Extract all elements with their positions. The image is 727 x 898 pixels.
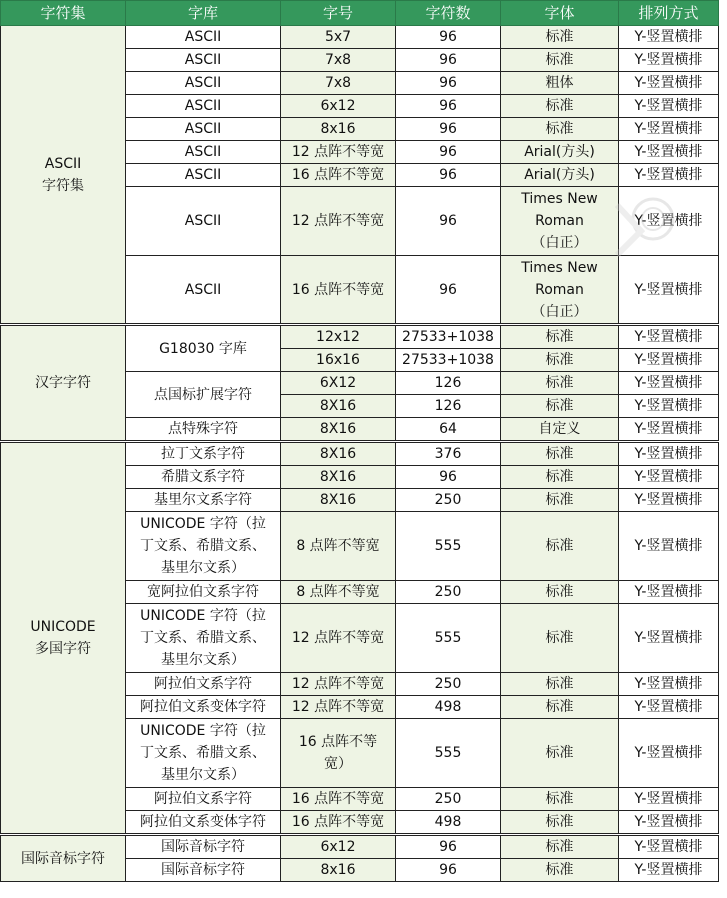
count-cell: 250 xyxy=(396,581,501,604)
layout-cell: Y-竖置横排 xyxy=(619,187,719,256)
header-size: 字号 xyxy=(281,1,396,26)
layout-cell: Y-竖置横排 xyxy=(619,811,719,835)
size-cell: 8X16 xyxy=(281,466,396,489)
header-font: 字体 xyxy=(501,1,619,26)
layout-cell: Y-竖置横排 xyxy=(619,372,719,395)
font-cell: 标准 xyxy=(501,696,619,719)
layout-cell: Y-竖置横排 xyxy=(619,719,719,788)
count-cell: 96 xyxy=(396,95,501,118)
layout-cell: Y-竖置横排 xyxy=(619,859,719,882)
size-cell: 8x16 xyxy=(281,859,396,882)
size-cell: 16x16 xyxy=(281,349,396,372)
count-cell: 250 xyxy=(396,788,501,811)
layout-cell: Y-竖置横排 xyxy=(619,141,719,164)
count-cell: 96 xyxy=(396,49,501,72)
layout-cell: Y-竖置横排 xyxy=(619,442,719,466)
size-cell: 16 点阵不等宽 xyxy=(281,788,396,811)
library-cell: ASCII xyxy=(126,141,281,164)
size-cell: 8 点阵不等宽 xyxy=(281,512,396,581)
layout-cell: Y-竖置横排 xyxy=(619,72,719,95)
count-cell: 555 xyxy=(396,719,501,788)
library-cell: ASCII xyxy=(126,72,281,95)
library-cell: ASCII xyxy=(126,256,281,325)
table-row xyxy=(1,835,719,859)
font-cell: 粗体 xyxy=(501,72,619,95)
count-cell: 96 xyxy=(396,835,501,859)
layout-cell: Y-竖置横排 xyxy=(619,489,719,512)
size-cell: 16 点阵不等宽 xyxy=(281,164,396,187)
size-cell: 8X16 xyxy=(281,418,396,442)
font-cell: 标准 xyxy=(501,811,619,835)
count-cell: 376 xyxy=(396,442,501,466)
font-cell: 自定义 xyxy=(501,418,619,442)
size-cell: 6X12 xyxy=(281,372,396,395)
table-row xyxy=(1,325,719,349)
size-cell: 8x16 xyxy=(281,118,396,141)
count-cell: 27533+1038 xyxy=(396,325,501,349)
library-cell: UNICODE 字符（拉 丁文系、希腊文系、 基里尔文系） xyxy=(126,604,281,673)
size-cell: 12 点阵不等宽 xyxy=(281,673,396,696)
font-cell: Times New Roman （白正） xyxy=(501,187,619,256)
layout-cell: Y-竖置横排 xyxy=(619,512,719,581)
size-cell: 8X16 xyxy=(281,395,396,418)
library-cell: 希腊文系字符 xyxy=(126,466,281,489)
layout-cell: Y-竖置横排 xyxy=(619,581,719,604)
charset-cell: 汉字字符 xyxy=(1,325,126,442)
font-cell: 标准 xyxy=(501,26,619,49)
font-cell: Times New Roman （白正） xyxy=(501,256,619,325)
font-cell: 标准 xyxy=(501,442,619,466)
font-cell: 标准 xyxy=(501,466,619,489)
font-cell: 标准 xyxy=(501,372,619,395)
table-row xyxy=(1,26,719,49)
font-cell: 标准 xyxy=(501,581,619,604)
layout-cell: Y-竖置横排 xyxy=(619,164,719,187)
font-cell: 标准 xyxy=(501,859,619,882)
header-count: 字符数 xyxy=(396,1,501,26)
count-cell: 96 xyxy=(396,859,501,882)
library-cell: 拉丁文系字符 xyxy=(126,442,281,466)
font-cell: 标准 xyxy=(501,788,619,811)
size-cell: 12 点阵不等宽 xyxy=(281,141,396,164)
library-cell: 阿拉伯文系字符 xyxy=(126,788,281,811)
layout-cell: Y-竖置横排 xyxy=(619,349,719,372)
font-cell: 标准 xyxy=(501,673,619,696)
library-cell: 点国标扩展字符 xyxy=(126,372,281,418)
layout-cell: Y-竖置横排 xyxy=(619,26,719,49)
layout-cell: Y-竖置横排 xyxy=(619,418,719,442)
header-library: 字库 xyxy=(126,1,281,26)
size-cell: 12 点阵不等宽 xyxy=(281,187,396,256)
font-cell: Arial(方头) xyxy=(501,141,619,164)
count-cell: 498 xyxy=(396,696,501,719)
size-cell: 6x12 xyxy=(281,835,396,859)
layout-cell: Y-竖置横排 xyxy=(619,256,719,325)
charset-cell: UNICODE 多国字符 xyxy=(1,442,126,835)
size-cell: 12 点阵不等宽 xyxy=(281,604,396,673)
count-cell: 250 xyxy=(396,673,501,696)
table-row xyxy=(1,442,719,466)
layout-cell: Y-竖置横排 xyxy=(619,118,719,141)
charset-cell: ASCII 字符集 xyxy=(1,26,126,325)
size-cell: 12 点阵不等宽 xyxy=(281,696,396,719)
size-cell: 16 点阵不等 宽） xyxy=(281,719,396,788)
size-cell: 16 点阵不等宽 xyxy=(281,256,396,325)
font-cell: 标准 xyxy=(501,719,619,788)
layout-cell: Y-竖置横排 xyxy=(619,466,719,489)
font-cell: 标准 xyxy=(501,349,619,372)
size-cell: 8X16 xyxy=(281,489,396,512)
font-cell: 标准 xyxy=(501,118,619,141)
count-cell: 96 xyxy=(396,256,501,325)
font-cell: 标准 xyxy=(501,512,619,581)
layout-cell: Y-竖置横排 xyxy=(619,673,719,696)
count-cell: 555 xyxy=(396,604,501,673)
size-cell: 6x12 xyxy=(281,95,396,118)
library-cell: 基里尔文系字符 xyxy=(126,489,281,512)
library-cell: 阿拉伯文系变体字符 xyxy=(126,696,281,719)
font-cell: 标准 xyxy=(501,489,619,512)
layout-cell: Y-竖置横排 xyxy=(619,95,719,118)
count-cell: 126 xyxy=(396,372,501,395)
library-cell: UNICODE 字符（拉 丁文系、希腊文系、 基里尔文系） xyxy=(126,512,281,581)
size-cell: 8X16 xyxy=(281,442,396,466)
library-cell: ASCII xyxy=(126,95,281,118)
count-cell: 64 xyxy=(396,418,501,442)
layout-cell: Y-竖置横排 xyxy=(619,49,719,72)
library-cell: ASCII xyxy=(126,49,281,72)
header-layout: 排列方式 xyxy=(619,1,719,26)
layout-cell: Y-竖置横排 xyxy=(619,395,719,418)
count-cell: 126 xyxy=(396,395,501,418)
layout-cell: Y-竖置横排 xyxy=(619,325,719,349)
layout-cell: Y-竖置横排 xyxy=(619,788,719,811)
library-cell: ASCII xyxy=(126,26,281,49)
font-cell: 标准 xyxy=(501,49,619,72)
library-cell: ASCII xyxy=(126,187,281,256)
count-cell: 498 xyxy=(396,811,501,835)
library-cell: 国际音标字符 xyxy=(126,859,281,882)
size-cell: 8 点阵不等宽 xyxy=(281,581,396,604)
layout-cell: Y-竖置横排 xyxy=(619,604,719,673)
library-cell: 国际音标字符 xyxy=(126,835,281,859)
count-cell: 96 xyxy=(396,164,501,187)
count-cell: 96 xyxy=(396,141,501,164)
size-cell: 16 点阵不等宽 xyxy=(281,811,396,835)
font-cell: 标准 xyxy=(501,604,619,673)
layout-cell: Y-竖置横排 xyxy=(619,696,719,719)
font-cell: 标准 xyxy=(501,395,619,418)
count-cell: 96 xyxy=(396,466,501,489)
count-cell: 96 xyxy=(396,187,501,256)
library-cell: UNICODE 字符（拉 丁文系、希腊文系、 基里尔文系） xyxy=(126,719,281,788)
table-header-row xyxy=(1,1,719,26)
layout-cell: Y-竖置横排 xyxy=(619,835,719,859)
font-cell: 标准 xyxy=(501,325,619,349)
header-charset: 字符集 xyxy=(1,1,126,26)
library-cell: 点特殊字符 xyxy=(126,418,281,442)
size-cell: 12x12 xyxy=(281,325,396,349)
library-cell: 阿拉伯文系变体字符 xyxy=(126,811,281,835)
count-cell: 27533+1038 xyxy=(396,349,501,372)
count-cell: 96 xyxy=(396,26,501,49)
size-cell: 7x8 xyxy=(281,72,396,95)
library-cell: ASCII xyxy=(126,164,281,187)
library-cell: ASCII xyxy=(126,118,281,141)
size-cell: 5x7 xyxy=(281,26,396,49)
count-cell: 96 xyxy=(396,118,501,141)
library-cell: 阿拉伯文系字符 xyxy=(126,673,281,696)
font-cell: 标准 xyxy=(501,835,619,859)
library-cell: 宽阿拉伯文系字符 xyxy=(126,581,281,604)
font-cell: Arial(方头) xyxy=(501,164,619,187)
count-cell: 555 xyxy=(396,512,501,581)
size-cell: 7x8 xyxy=(281,49,396,72)
font-cell: 标准 xyxy=(501,95,619,118)
count-cell: 250 xyxy=(396,489,501,512)
charset-cell: 国际音标字符 xyxy=(1,835,126,882)
count-cell: 96 xyxy=(396,72,501,95)
library-cell: G18030 字库 xyxy=(126,325,281,372)
